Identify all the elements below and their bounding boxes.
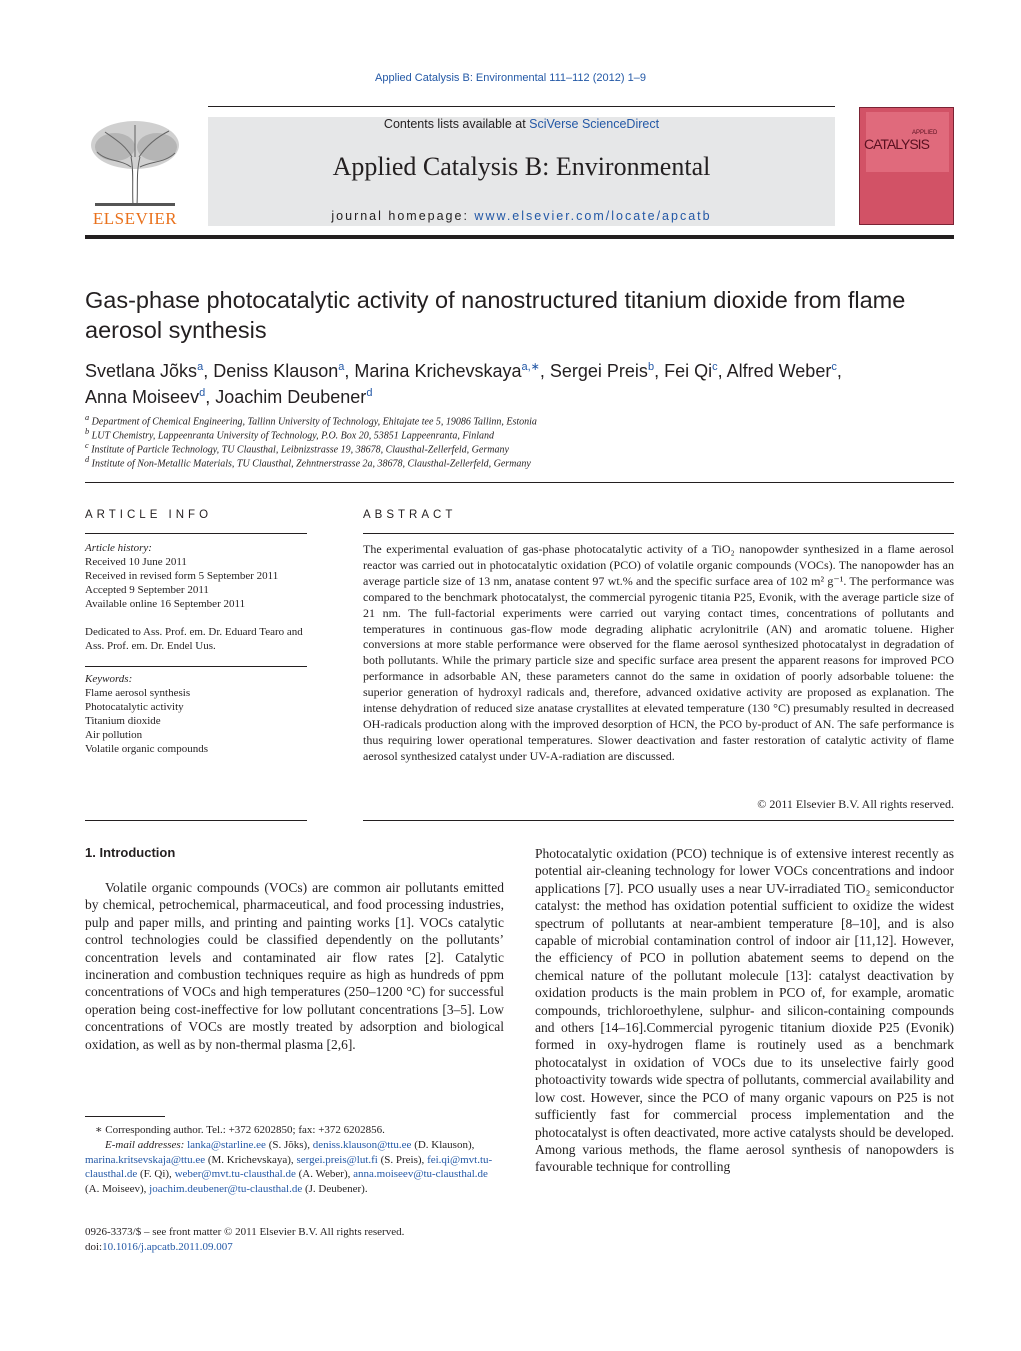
body-text-column-1: Volatile organic compounds (VOCs) are common air pollutants emitted by chemical, petrochemical, pharmaceutical, and food processing industries, pulp and paper mills, and printing and painting works [1]. VOCs catalytic control technologies could be classified dependently on the pollutants’ concentration levels and contaminated air flow rates [2]. Catalytic incineration and combustion techniques require as high as hundreds of ppm concentrations of VOCs and high temperatures (250–1200 °C) for successful operation being cost-ineffective for low pollutant concentrations [3–5]. Low concentrations of VOCs are mostly treated by adsorption and biological oxidation, as well as by non-thermal plasma [2,6]. [85,880,504,1052]
history-item: Available online 16 September 2011 [85,598,246,610]
email-label: E-mail addresses: [105,1138,185,1151]
keyword: Air pollution [85,729,143,741]
section-heading: 1. Introduction [85,845,176,860]
email-link[interactable]: sergei.preis@lut.fi [296,1153,378,1166]
author: Fei Qi$^c$, [664,361,727,381]
author: Marina Krichevskaya$^{a,∗}$, [354,361,550,381]
issn-line: 0926-3373/$ – see front matter © 2011 Elsevier B.V. All rights reserved. [85,1226,405,1238]
history-label: Article history: [85,542,152,554]
article-history [85,541,307,611]
email-link[interactable]: marina.kritsevskaja@ttu.ee [85,1153,206,1166]
author: Deniss Klauson$^a$, [213,361,355,381]
contents-line [208,117,835,131]
history-item: Accepted 9 September 2011 [85,584,209,596]
homepage-link[interactable]: www.elsevier.com/locate/apcatb [474,209,712,223]
footnote-rule [85,1116,165,1117]
abstract-rule [363,533,954,534]
email-addresses: E-mail addresses: lanka@starline.ee (S. Jõks), deniss.klauson@ttu.ee (D. Klauson), marina.kritsevskaja@ttu.ee (M. Krichevskaya), sergei.preis@lut.fi (S. Preis), fei.qi@mvt.tu-clausthal.de (F. Qi), weber@mvt.tu-clausthal.de (A. Weber), anna.moiseev@tu-clausthal.de (A. Moiseev), joachim.deubener@tu-clausthal.de (J. Deubener). [85,1138,493,1196]
affiliation: $^b$ LUT Chemistry, Lappeenranta University of Technology, P.O. Box 20, 53851 Lappeenranta, Finland [85,427,494,442]
keywords [85,672,307,756]
elsevier-tree-icon [85,117,185,209]
email-link[interactable]: weber@mvt.tu-clausthal.de [174,1168,296,1181]
keywords-rule [85,666,307,667]
header-thick-rule [85,235,954,239]
copyright: © 2011 Elsevier B.V. All rights reserved. [757,797,954,811]
doi-line: doi:10.1016/j.apcatb.2011.09.007 [85,1241,233,1253]
author: Anna Moiseev$^d$, [85,387,216,407]
author: Alfred Weber$^c$, [726,361,842,381]
author-list [85,356,965,408]
front-matter [85,1225,504,1255]
author: Sergei Preis$^b$, [549,361,665,381]
email-link[interactable]: anna.moiseev@tu-clausthal.de [353,1168,488,1181]
keyword: Titanium dioxide [85,715,161,727]
elsevier-wordmark: ELSEVIER [92,209,178,228]
abstract-text: The experimental evaluation of gas-phase photocatalytic activity of a TiO₂ nanopowder synthesized in a flame aerosol reactor was carried out in photocatalytic oxidation (PCO) of volatile organic compounds (VOCs). The nanopowder has an average particle size of 13 nm, anatase content 97 wt.% and the specific surface area of 102 m² g⁻¹. The performance was compared to the benchmark photocatalyst, the commercial pyrogenic titania P25, Evonik, with the average particle size of 21 nm. The full-factorial experiments were carried out varying contact times, concentrations of pollutants and temperatures in continuous gas-flow mode degrading aliphatic acrylonitrile (AN) and aromatic toluene. Higher conversions at more stable performance were observed for the flame aerosol synthesized photocatalyst in degradation of both pollutants. While the primary particle size and specific surface area present the apparent reasons for improved PCO performance in adsorbable AN, these parameters cannot do the same in oxidation of poorly adsorbable toluene: the superior generation of hydroxyl radicals and, therefore, advanced oxidative activity are proposed as explanation. The intense dehydration of reduced size anatase crystallites at elevated temperature (130 °C) presumably resulted in decreased OH-radicals production along with the improved desorption of HCN, the PCO by-product of AN. The safe performance is thus requiring lower operational temperatures. Slower deactivation and faster restoration of catalytic activity of flame aerosol synthesized catalyst under UV-A-radiation are discussed. [363,542,954,763]
contents-prefix: Contents lists available at [383,117,530,131]
history-item: Received in revised form 5 September 2011 [85,570,279,582]
dedication: Dedicated to Ass. Prof. em. Dr. Eduard Tearo and Ass. Prof. em. Dr. Endel Uus. [85,626,303,652]
section-divider [363,820,954,821]
keyword: Photocatalytic activity [85,701,184,713]
article-info-rule [85,533,307,534]
affiliation: $^d$ Institute of Non-Metallic Materials, TU Clausthal, Zehntnerstrasse 2a, 38678, Clausthal-Zellerfeld, Germany [85,455,531,470]
corresponding-author-footnote [85,1123,504,1197]
email-link[interactable]: joachim.deubener@tu-clausthal.de [149,1183,303,1196]
keywords-label: Keywords: [85,673,133,685]
email-link[interactable]: fei.qi@mvt.tu-clausthal.de [85,1153,493,1181]
author: Joachim Deubener$^d$ [215,387,373,407]
article-title: Gas-phase photocatalytic activity of nanostructured titanium dioxide from flame aerosol synthesis [85,287,906,343]
doi-link[interactable]: 10.1016/j.apcatb.2011.09.007 [102,1241,233,1253]
journal-title: Applied Catalysis B: Environmental [332,152,711,181]
affiliation: $^c$ Institute of Particle Technology, TU Clausthal, Leibnizstrasse 19, 38678, Clausthal-Zellerfeld, Germany [85,441,509,456]
header-top-rule [208,106,835,107]
abstract-heading: ABSTRACT [363,509,457,521]
journal-citation[interactable]: Applied Catalysis B: Environmental 111–112 (2012) 1–9 [375,72,646,84]
section-divider [85,820,307,821]
article-info-heading: ARTICLE INFO [85,509,213,521]
homepage-prefix: journal homepage: [331,209,475,223]
sciencedirect-link[interactable]: SciVerse ScienceDirect [529,117,660,131]
cover-title: CATALYSIS [864,136,929,152]
email-link[interactable]: deniss.klauson@ttu.ee [312,1138,412,1151]
email-link[interactable]: lanka@starline.ee [187,1138,266,1151]
cover-top-text: APPLIED [912,130,938,136]
elsevier-logo[interactable] [85,117,185,229]
author: Svetlana Jõks$^a$, [85,361,214,381]
keyword: Volatile organic compounds [85,743,209,755]
corresponding-author: ∗ Corresponding author. Tel.: +372 6202850; fax: +372 6202856. [95,1124,385,1136]
affiliation: $^a$ Department of Chemical Engineering, Tallinn University of Technology, Ehitajate tee 5, 19086 Tallinn, Estonia [85,413,537,428]
journal-homepage [208,209,835,223]
keyword: Flame aerosol synthesis [85,687,191,699]
history-item: Received 10 June 2011 [85,556,187,568]
journal-cover-image[interactable] [859,107,954,225]
section-divider [85,482,954,483]
body-text-column-2: Photocatalytic oxidation (PCO) technique is of extensive interest recently as potential air-cleaning technology for lower VOCs concentrations and indoor applications [7]. PCO usually uses a near UV-irradiated TiO₂ semiconductor catalyst: the method has oxidation potential sufficient to oxidize the widest spectrum of pollutants at near-ambient temperature [8–10], and is also capable of microbial contamination control of indoor air [11,12]. However, the efficiency of PCO in pollution abatement seems to depend on the chemical nature of the pollutant molecule [13]: catalyst deactivation by oxidation products is the main problem in PCO of, for example, aromatic compounds, trichloroethylene, sulphur- and silicon-containing compounds and others [14–16].Commercial pyrogenic titanium dioxide P25 (Evonik) formed in oxy-hydrogen flame is routinely used as a benchmark photocatalyst in oxidation of VOCs due to its unselective fairly good photoactivity towards wide spectra of pollutants, commercial availability and low cost. However, since the PCO of many organic vapours on P25 is not sufficiently fast for commercial process implementation and the photocatalyst is often deactivated, more active catalysts should be developed. Among various methods, the flame aerosol synthesis of nanopowders is favourable technique for controlling [535,846,954,1175]
